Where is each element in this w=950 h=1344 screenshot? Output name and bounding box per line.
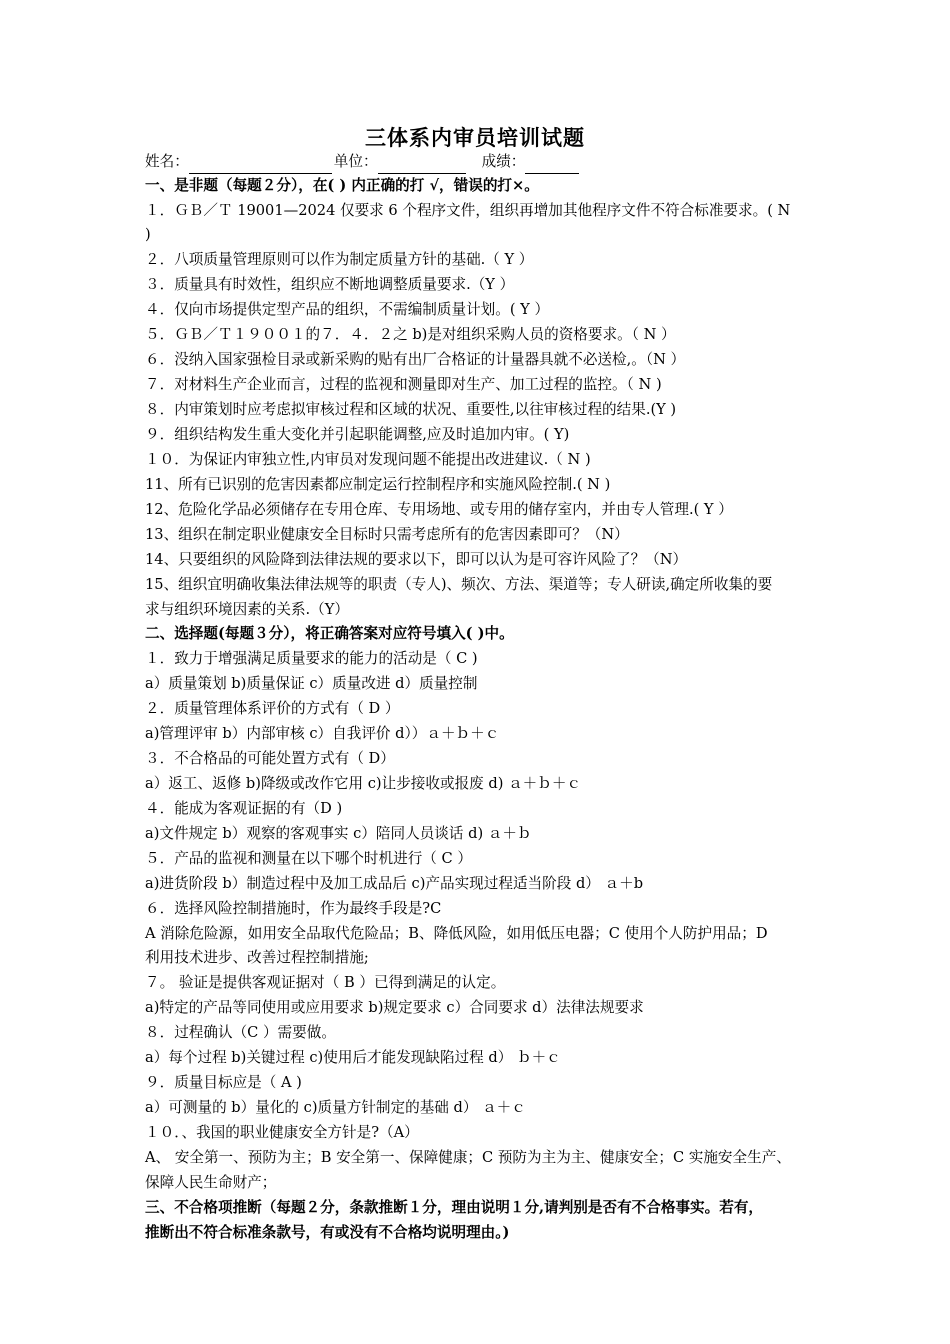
section1-line: ６．没纳入国家强检目录或新采购的贴有出厂合格证的计量器具就不必送检,。（N ） [145,351,686,368]
section2-line: a）可测量的 b）量化的 c)质量方针制定的基础 d） ａ＋ｃ [145,1099,526,1116]
score-blank [525,155,579,174]
section1-line: ４．仅向市场提供定型产品的组织，不需编制质量计划。( Y ） [145,301,550,318]
section2-line: ４．能成为客观证据的有（D ) [145,800,343,817]
section1-line: ８．内审策划时应考虑拟审核过程和区域的状况、重要性,以往审核过程的结果.(Y ) [145,401,677,418]
section1-line: 15、组织宜明确收集法律法规等的职责（专人)、频次、方法、渠道等；专人研读,确定所收集的要 [145,576,773,593]
section2-line: ３．不合格品的可能处置方式有（ D） [145,750,395,767]
section1-line: ５．ＧＢ／Ｔ１９００１的７．４．２之 b)是对组织采购人员的资格要求。（ N ） [145,326,676,343]
section1-line: 11、所有已识别的危害因素都应制定运行控制程序和实施风险控制.( N ) [145,476,611,493]
section3-heading: 推断出不符合标准条款号，有或没有不合格均说明理由。) [145,1224,510,1241]
section1-line: ９．组织结构发生重大变化并引起职能调整,应及时追加内审。( Y) [145,426,570,443]
section2-line: １０．、我国的职业健康安全方针是?（A） [145,1124,419,1141]
score-label: 成绩： [481,153,526,170]
section2-line: A 消除危险源，如用安全品取代危险品；B、降低风险，如用低压电器；C 使用个人防护用品；D [145,925,768,942]
section2-line: ７。 验证是提供客观证据对（ B ）已得到满足的认定。 [145,974,506,991]
section2-line: 利用技术进步、改善过程控制措施; [145,949,369,966]
section1-line: 12、危险化学品必须储存在专用仓库、专用场地、或专用的储存室内，并由专人管理.( Y ） [145,501,733,518]
section2-line: a)特定的产品等同使用或应用要求 b)规定要求 c）合同要求 d）法律法规要求 [145,999,644,1016]
section2-line: A、 安全第一、预防为主；B 安全第一、保障健康；C 预防为主为主、健康安全；C 实施安全生产、 [145,1149,791,1166]
section1-line: １．ＧＢ／Ｔ 19001—2024 仅要求 6 个程序文件，组织再增加其他程序文件不符合标准要求。( N [145,202,791,219]
section1-line: 14、只要组织的风险降到法律法规的要求以下，即可以认为是可容许风险了？（N） [145,551,688,568]
section3-heading: 三、不合格项推断（每题２分，条款推断１分，理由说明１分,请判别是否有不合格事实。若有， [145,1199,764,1216]
section2-line: a）每个过程 b)关键过程 c)使用后才能发现缺陷过程 d） ｂ＋ｃ [145,1049,561,1066]
header-info-row [145,150,875,174]
section2-heading: 二、选择题(每题３分），将正确答案对应符号填入( )中。 [145,625,514,642]
unit-label: 单位： [333,153,378,170]
unit-blank [378,155,466,174]
section2-line: a）返工、返修 b)降级或改作它用 c)让步接收或报废 d) ａ＋ｂ＋ｃ [145,775,582,792]
section2-line: a)管理评审 b）内部审核 c）自我评价 d））ａ＋ｂ＋ｃ [145,725,500,742]
section1-line: ２．八项质量管理原则可以作为制定质量方针的基础.（ Y ） [145,251,534,268]
section1-line: 13、组织在制定职业健康安全目标时只需考虑所有的危害因素即可？（N） [145,526,629,543]
section2-line: ５．产品的监视和测量在以下哪个时机进行（ C ） [145,850,472,867]
section1-line: ) [145,226,151,243]
section2-line: ９．质量目标应是（ A ) [145,1074,302,1091]
section2-line: a)文件规定 b）观察的客观事实 c）陪同人员谈话 d) ａ＋ｂ [145,825,532,842]
section2-line: a）质量策划 b)质量保证 c）质量改进 d）质量控制 [145,675,478,692]
name-blank [189,155,332,174]
name-label: 姓名： [145,153,189,170]
section2-line: １．致力于增强满足质量要求的能力的活动是（ C ) [145,650,478,667]
section2-line: a)进货阶段 b）制造过程中及加工成品后 c)产品实现过程适当阶段 d） ａ＋b [145,875,644,892]
section2-line: 保障人民生命财产； [145,1174,277,1191]
section1-line: １０．为保证内审独立性,内审员对发现问题不能提出改进建议.（ N ) [145,451,591,468]
section2-line: ６．选择风险控制措施时，作为最终手段是?C [145,900,442,917]
section2-line: ８．过程确认（C ）需要做。 [145,1024,336,1041]
section1-line: ３．质量具有时效性，组织应不断地调整质量要求.（Y ） [145,276,515,293]
section1-heading: 一、是非题（每题２分），在( ) 内正确的打 √，错误的打×。 [145,177,539,194]
section1-line: ７．对材料生产企业而言，过程的监视和测量即对生产、加工过程的监控。（ N ) [145,376,662,393]
section2-line: ２．质量管理体系评价的方式有（ D ） [145,700,400,717]
document-title: 三体系内审员培训试题 [365,125,585,150]
section1-line: 求与组织环境因素的关系.（Y） [145,601,349,618]
